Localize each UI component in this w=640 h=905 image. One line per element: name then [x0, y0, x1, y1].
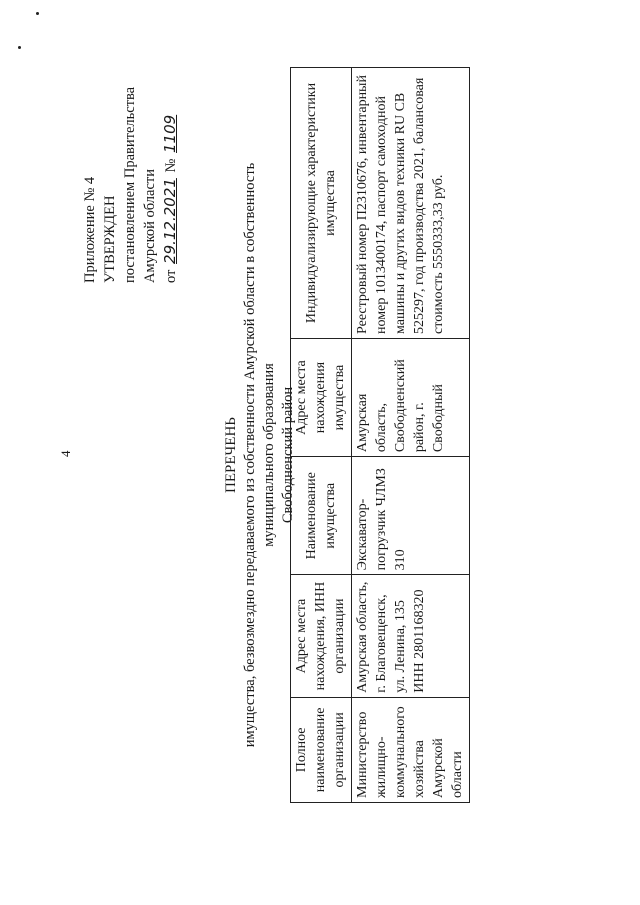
table-cell: Амурская область, Свободненский район, г. Свободный [352, 338, 470, 456]
approved-label: УТВЕРЖДЕН [102, 195, 118, 283]
table-cell: Реестровый номер П2310676, инвентарный номер 1013400174, паспорт самоходной машины и других видов техники RU CB 525297, год производства 2021, балансовая стоимость 5550333,33 руб. [352, 68, 470, 339]
region-label: Амурской области [142, 169, 158, 283]
property-table [290, 67, 470, 803]
decree-number: 1109 [161, 114, 179, 153]
table-cell: Амурская область, г. Благовещенск, ул. Ленина, 135 ИНН 2801168320 [352, 575, 470, 697]
table-row [352, 68, 470, 803]
column-header: Адрес места нахождения, ИНН организации [291, 575, 352, 697]
table-cell: Экскаватор-погрузчик ЧЛМЗ 310 [352, 457, 470, 575]
title-line-1: имущества, безвозмездно передаваемого из собственности Амурской области в собственность муниципального образования [242, 162, 277, 748]
table-cell: Министерство жилищно-коммунального хозяйства Амурской области [352, 697, 470, 802]
title-line-2: Свободненский район [280, 386, 296, 524]
approval-stamp-block [80, 23, 181, 283]
title-heading: ПЕРЕЧЕНЬ [223, 417, 239, 493]
number-prefix: № [163, 158, 179, 173]
column-header: Индивидуализирующие характеристики имущества [291, 68, 352, 339]
decree-date-line [160, 23, 181, 283]
column-header: Полное наименование организации [291, 697, 352, 802]
date-prefix: от [163, 269, 179, 283]
document-title [222, 125, 298, 785]
column-header: Наименование имущества [291, 457, 352, 575]
decree-date: 29.12.2021 [161, 178, 179, 264]
decree-label: постановлением Правительства [122, 86, 138, 283]
appendix-label: Приложение № 4 [82, 176, 98, 283]
page-number: 4 [58, 450, 73, 457]
column-header: Адрес места нахождения имущества [291, 338, 352, 456]
table-header-row [291, 68, 352, 803]
